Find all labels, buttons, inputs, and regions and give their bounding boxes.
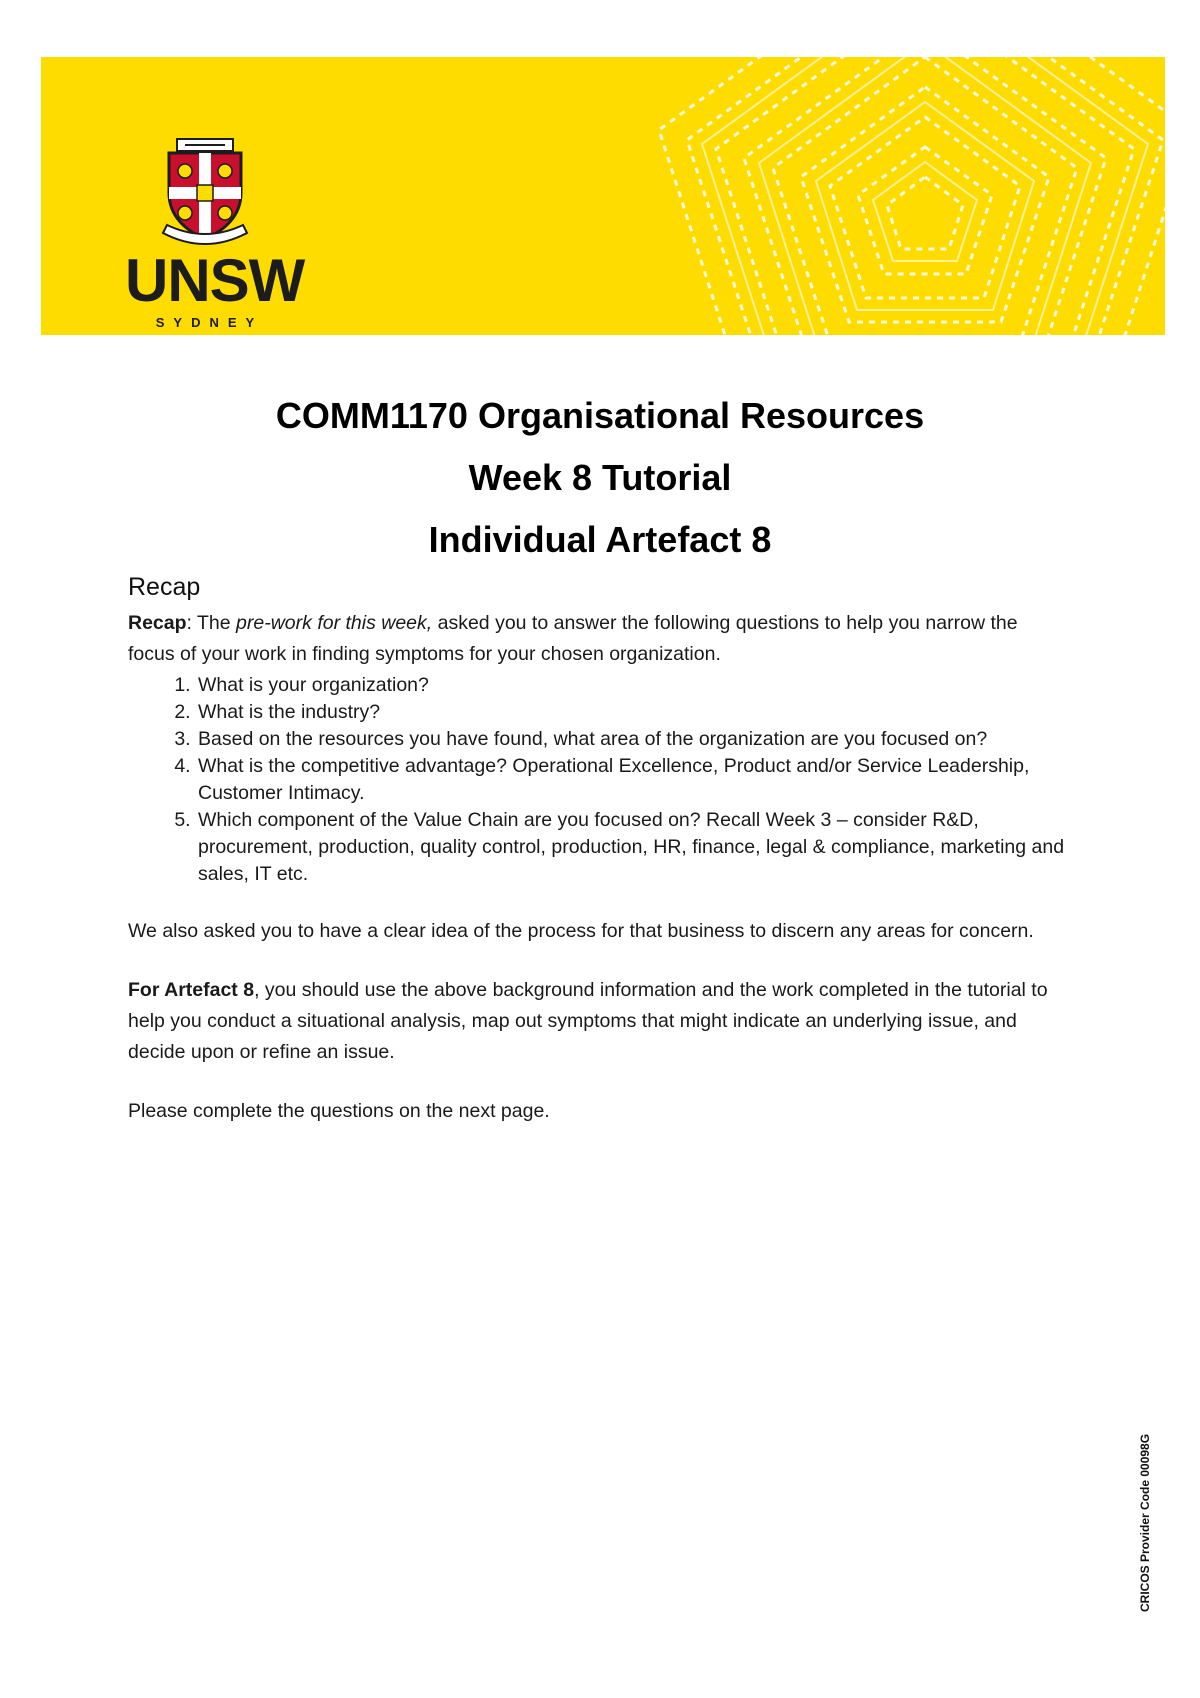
course-title: COMM1170 Organisational Resources — [275, 395, 925, 436]
artefact-title: Individual Artefact 8 — [428, 519, 772, 560]
artefact-text: , you should use the above background information and the work completed in the tutorial to help you conduct a situational analysis, map out symptoms that might indicate an underlying issue, and decide upon or refine an issue. — [128, 979, 1048, 1063]
list-item: 1. What is your organization? — [196, 672, 1068, 699]
list-item: 4. What is the competitive advantage? Operational Excellence, Product and/or Service Leadership, Customer Intimacy. — [196, 753, 1068, 807]
list-item: 3. Based on the resources you have found, what area of the organization are you focused on? — [196, 726, 1068, 753]
artefact-bold: For Artefact 8 — [128, 979, 255, 1001]
recap-section — [128, 570, 1068, 1127]
pentagon-pattern-graphic — [645, 57, 1165, 335]
recap-question-list — [128, 672, 1068, 888]
recap-intro — [128, 608, 1068, 670]
title-block — [0, 385, 1200, 571]
unsw-logo — [125, 137, 305, 330]
university-crest-icon — [159, 137, 251, 245]
artefact-instructions — [128, 975, 1068, 1068]
recap-lead-italic: pre-work for this week, — [236, 612, 433, 634]
recap-lead-bold: Recap — [128, 612, 187, 634]
list-item: 2. What is the industry? — [196, 699, 1068, 726]
recap-lead-text-2: asked you to answer the following questions to help you narrow the focus of your work in finding symptoms for your chosen organization. — [128, 612, 1018, 665]
process-note: We also asked you to have a clear idea of the process for that business to discern any areas for concern. — [128, 920, 1034, 942]
header-banner — [41, 57, 1165, 335]
recap-heading: Recap — [128, 573, 201, 601]
logo-wordmark: UNSW — [125, 247, 305, 314]
recap-lead-text: : The — [186, 612, 237, 634]
week-title: Week 8 Tutorial — [468, 457, 732, 498]
cricos-code: CRICOS Provider Code 00098G — [1138, 1433, 1152, 1612]
logo-subtext: SYDNEY — [155, 315, 264, 330]
closing-note: Please complete the questions on the next page. — [128, 1100, 550, 1122]
list-item: 5. Which component of the Value Chain are you focused on? Recall Week 3 – consider R&D, procurement, production, quality control, production, HR, finance, legal & compliance, marketing and sales, IT etc. — [196, 807, 1068, 888]
